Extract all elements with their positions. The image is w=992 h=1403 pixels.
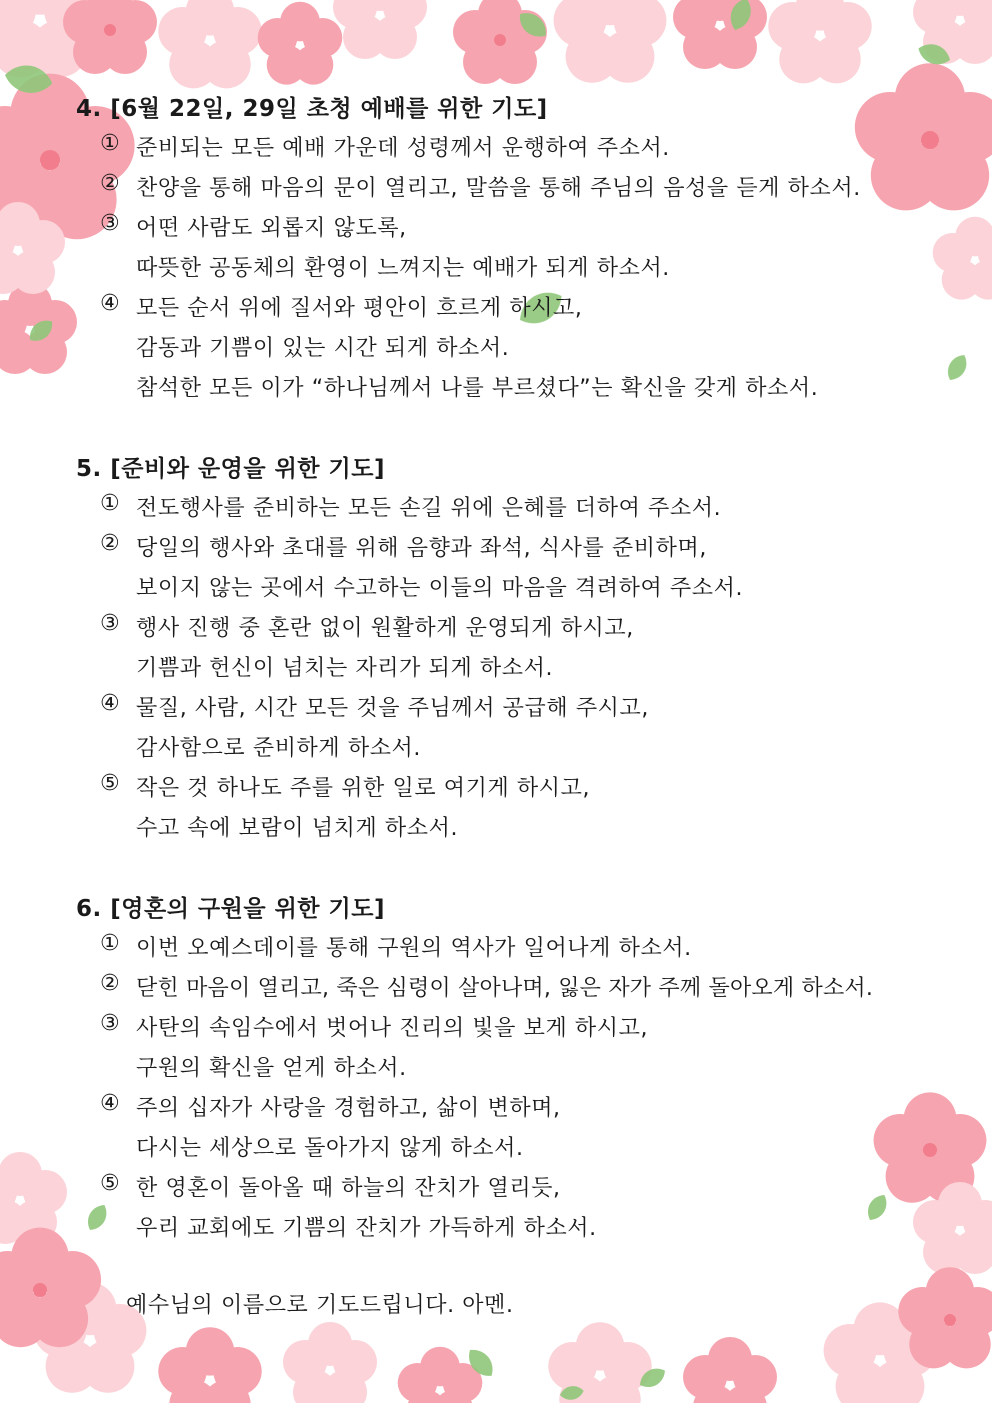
item-number: ① (100, 491, 120, 516)
item-number: ⑤ (100, 1171, 120, 1196)
item-number: ② (100, 971, 120, 996)
section-4-title: 4. [6월 22일, 29일 초청 예배를 위한 기도] (76, 96, 548, 122)
prayer-line: 물질, 사람, 시간 모든 것을 주님께서 공급해 주시고, (136, 696, 649, 721)
prayer-line: 구원의 확신을 얻게 하소서. (136, 1056, 407, 1081)
prayer-line: 기쁨과 헌신이 넘치는 자리가 되게 하소서. (136, 656, 554, 681)
item-number: ④ (100, 691, 120, 716)
prayer-line: 감동과 기쁨이 있는 시간 되게 하소서. (136, 336, 510, 361)
prayer-line: 찬양을 통해 마음의 문이 열리고, 말씀을 통해 주님의 음성을 듣게 하소서. (136, 176, 861, 201)
prayer-line: 닫힌 마음이 열리고, 죽은 심령이 살아나며, 잃은 자가 주께 돌아오게 하소서. (136, 976, 874, 1001)
prayer-line: 참석한 모든 이가 “하나님께서 나를 부르셨다”는 확신을 갖게 하소서. (136, 376, 819, 401)
item-number: ① (100, 131, 120, 156)
item-number: ⑤ (100, 771, 120, 796)
prayer-line: 작은 것 하나도 주를 위한 일로 여기게 하시고, (136, 776, 591, 801)
section-5-title: 5. [준비와 운영을 위한 기도] (76, 456, 385, 482)
prayer-line: 감사함으로 준비하게 하소서. (136, 736, 422, 761)
prayer-line: 사탄의 속임수에서 벗어나 진리의 빛을 보게 하시고, (136, 1016, 649, 1041)
item-number: ② (100, 531, 120, 556)
prayer-line: 이번 오예스데이를 통해 구원의 역사가 일어나게 하소서. (136, 936, 692, 961)
item-number: ③ (100, 211, 120, 236)
prayer-line: 어떤 사람도 외롭지 않도록, (136, 216, 407, 241)
prayer-line: 우리 교회에도 기쁨의 잔치가 가득하게 하소서. (136, 1216, 597, 1241)
prayer-line: 따뜻한 공동체의 환영이 느껴지는 예배가 되게 하소서. (136, 256, 670, 281)
section-6-title: 6. [영혼의 구원을 위한 기도] (76, 896, 385, 922)
prayer-line: 한 영혼이 돌아올 때 하늘의 잔치가 열리듯, (136, 1176, 561, 1201)
prayer-line: 전도행사를 준비하는 모든 손길 위에 은혜를 더하여 주소서. (136, 496, 722, 521)
prayer-line: 수고 속에 보람이 넘치게 하소서. (136, 816, 459, 841)
closing-prayer: 예수님의 이름으로 기도드립니다. 아멘. (126, 1293, 514, 1318)
item-number: ④ (100, 291, 120, 316)
item-number: ① (100, 931, 120, 956)
item-number: ② (100, 171, 120, 196)
item-number: ④ (100, 1091, 120, 1116)
prayer-line: 다시는 세상으로 돌아가지 않게 하소서. (136, 1136, 524, 1161)
prayer-line: 보이지 않는 곳에서 수고하는 이들의 마음을 격려하여 주소서. (136, 576, 744, 601)
prayer-line: 모든 순서 위에 질서와 평안이 흐르게 하시고, (136, 296, 583, 321)
prayer-line: 주의 십자가 사랑을 경험하고, 삶이 변하며, (136, 1096, 561, 1121)
prayer-line: 행사 진행 중 혼란 없이 원활하게 운영되게 하시고, (136, 616, 634, 641)
item-number: ③ (100, 611, 120, 636)
prayer-line: 준비되는 모든 예배 가운데 성령께서 운행하여 주소서. (136, 136, 670, 161)
item-number: ③ (100, 1011, 120, 1036)
prayer-line: 당일의 행사와 초대를 위해 음향과 좌석, 식사를 준비하며, (136, 536, 707, 561)
